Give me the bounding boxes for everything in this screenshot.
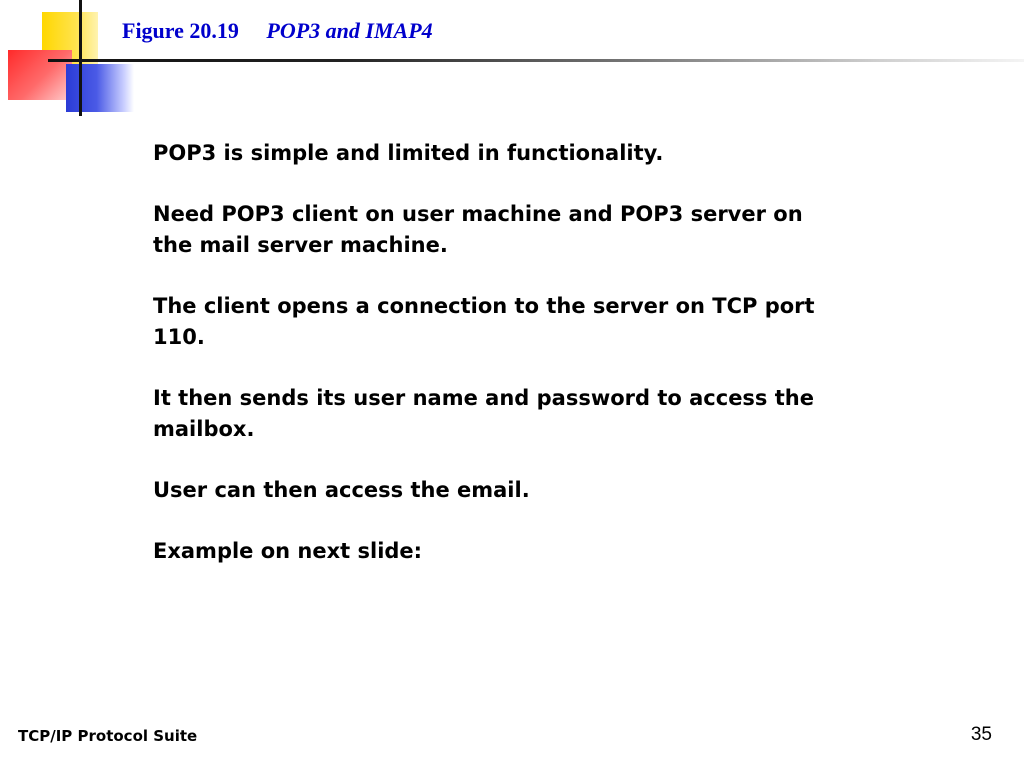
footer-text: TCP/IP Protocol Suite (18, 727, 198, 745)
title-underline-rule (48, 59, 1024, 62)
figure-label: Figure 20.19 (122, 18, 239, 43)
slide-title (122, 18, 433, 44)
paragraph-credentials: It then sends its user name and password to access the mailbox. (153, 386, 814, 441)
paragraph-tcp-port: The client opens a connection to the server on TCP port 110. (153, 294, 815, 349)
page-number: 35 (970, 724, 992, 745)
paragraph-client-server: Need POP3 client on user machine and POP3 server on the mail server machine. (153, 202, 803, 257)
paragraph-example-next: Example on next slide: (153, 539, 423, 563)
paragraph-access-email: User can then access the email. (153, 478, 530, 502)
figure-title: POP3 and IMAP4 (266, 18, 433, 43)
blue-square-decoration (66, 64, 134, 112)
paragraph-pop3-simple: POP3 is simple and limited in functionality. (153, 141, 664, 165)
vertical-rule (79, 0, 82, 116)
red-square-decoration (8, 50, 72, 100)
slide-body (153, 138, 833, 597)
